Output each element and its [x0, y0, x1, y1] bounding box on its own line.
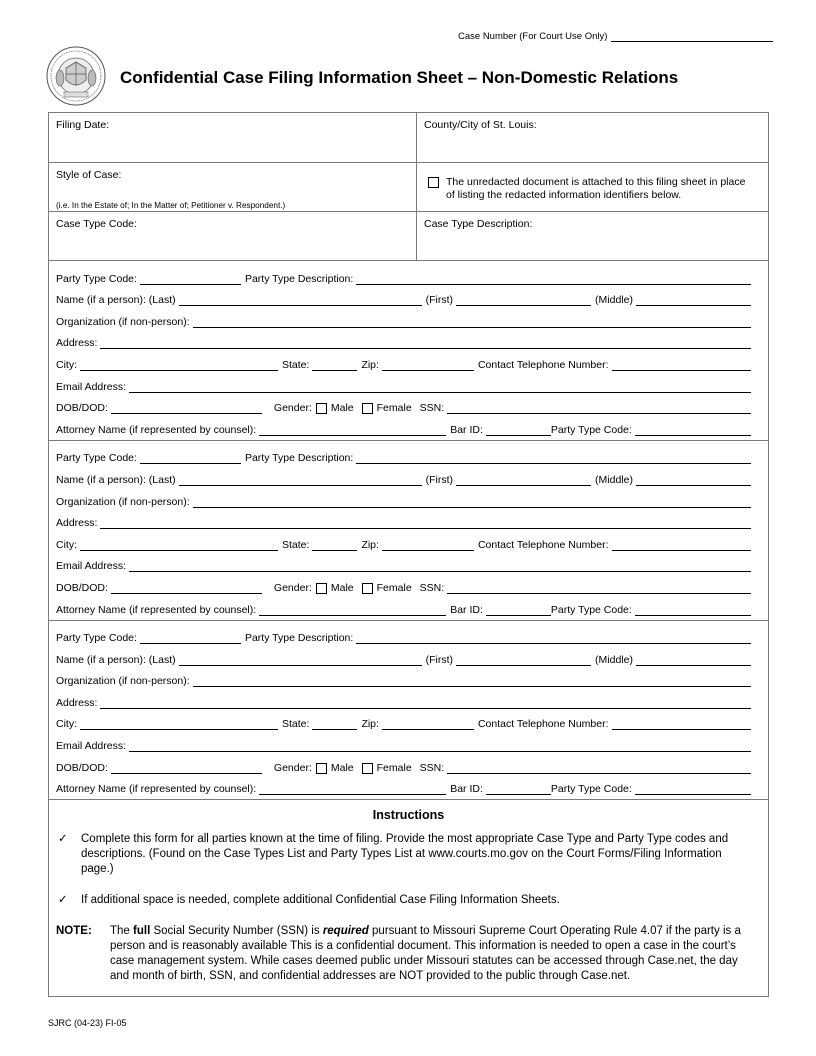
party-type-description-input[interactable] [356, 273, 751, 285]
bar-id-input[interactable] [486, 783, 551, 795]
gender-label: Gender: [273, 402, 312, 415]
instruction-text-2: If additional space is needed, complete additional Confidential Case Filing Information Sheets. [81, 894, 560, 907]
note-text-b: Social Security Number (SSN) is [150, 925, 323, 938]
last-name-label: Name (if a person): (Last) [56, 473, 176, 486]
telephone-input[interactable] [612, 718, 751, 730]
state-label: State: [282, 358, 310, 371]
zip-label: Zip: [361, 538, 379, 551]
form-code: SJRC (04-23) FI-05 [48, 1018, 127, 1028]
case-type-code-field[interactable] [49, 212, 417, 260]
state-input[interactable] [312, 539, 357, 551]
first-name-label: (First) [425, 473, 454, 486]
note-label: NOTE: [56, 925, 92, 938]
case-number-label: Case Number (For Court Use Only) [458, 31, 608, 42]
party-type-code2-input[interactable] [635, 604, 751, 616]
male-label: Male [330, 761, 354, 774]
first-name-input[interactable] [456, 654, 591, 666]
telephone-input[interactable] [612, 539, 751, 551]
female-label: Female [376, 761, 412, 774]
state-input[interactable] [312, 718, 357, 730]
telephone-label: Contact Telephone Number: [477, 538, 609, 551]
bar-id-label: Bar ID: [450, 783, 483, 796]
filing-date-label: Filing Date: [56, 119, 110, 131]
party-block-2 [49, 441, 768, 621]
party-type-code2-label: Party Type Code: [550, 423, 632, 436]
case-type-description-label: Case Type Description: [424, 218, 533, 230]
middle-name-label: (Middle) [595, 294, 633, 307]
last-name-input[interactable] [179, 294, 422, 306]
case-type-code-label: Case Type Code: [56, 218, 137, 230]
party-type-code2-input[interactable] [635, 424, 751, 436]
organization-label: Organization (if non-person): [56, 675, 190, 688]
zip-input[interactable] [382, 359, 474, 371]
address-input[interactable] [100, 337, 751, 349]
case-number-line[interactable] [611, 32, 773, 42]
party-type-code2-label: Party Type Code: [550, 603, 632, 616]
email-label: Email Address: [56, 740, 127, 753]
party-type-code2-label: Party Type Code: [550, 783, 632, 796]
email-label: Email Address: [56, 560, 127, 573]
address-input[interactable] [100, 697, 751, 709]
party-block-1 [49, 261, 768, 441]
party-type-code-input[interactable] [140, 452, 241, 464]
address-label: Address: [56, 517, 98, 530]
ssn-note [56, 924, 761, 984]
bar-id-label: Bar ID: [450, 603, 483, 616]
first-name-input[interactable] [456, 474, 591, 486]
header-row-3 [49, 212, 768, 261]
first-name-label: (First) [425, 294, 454, 307]
party-type-description-input[interactable] [356, 632, 751, 644]
telephone-label: Contact Telephone Number: [477, 718, 609, 731]
ssn-label: SSN: [419, 761, 445, 774]
bar-id-label: Bar ID: [450, 423, 483, 436]
gender-label: Gender: [273, 581, 312, 594]
zip-label: Zip: [361, 358, 379, 371]
email-label: Email Address: [56, 380, 127, 393]
unredacted-label: The unredacted document is attached to this filing sheet in place of listing the redacted information identifiers below. [446, 176, 746, 201]
attorney-input[interactable] [259, 783, 446, 795]
male-checkbox[interactable] [316, 403, 327, 414]
dob-input[interactable] [111, 402, 262, 414]
male-checkbox[interactable] [316, 763, 327, 774]
email-input[interactable] [129, 740, 751, 752]
note-text-a: The [110, 925, 134, 938]
case-number-field[interactable] [458, 31, 773, 42]
city-input[interactable] [80, 359, 278, 371]
male-label: Male [330, 402, 354, 415]
city-label: City: [56, 718, 77, 731]
note-required: required [322, 925, 369, 938]
attorney-label: Attorney Name (if represented by counsel): [56, 423, 257, 436]
instruction-item-1 [56, 832, 761, 877]
middle-name-input[interactable] [636, 474, 751, 486]
header-row-2 [49, 163, 768, 212]
filing-date-field[interactable] [49, 113, 417, 162]
dob-label: DOB/DOD: [56, 581, 108, 594]
instruction-text-1: Complete this form for all parties known at the time of filing. Provide the most appropriate Case Type and Party Type codes and descriptions. (Found on the Case Types List and Party Types List at www.courts.mo.gov on the Court Forms/Filing Information page.) [81, 833, 729, 876]
header-row-1 [49, 113, 768, 163]
style-of-case-field[interactable] [49, 163, 417, 211]
party-type-description-input[interactable] [356, 452, 751, 464]
attorney-label: Attorney Name (if represented by counsel): [56, 603, 257, 616]
attorney-label: Attorney Name (if represented by counsel): [56, 783, 257, 796]
middle-name-input[interactable] [636, 654, 751, 666]
instructions-title: Instructions [372, 808, 445, 823]
organization-input[interactable] [193, 675, 751, 687]
organization-input[interactable] [193, 496, 751, 508]
check-icon: ✓ [58, 833, 68, 846]
county-label: County/City of St. Louis: [424, 119, 537, 131]
last-name-input[interactable] [179, 654, 422, 666]
party-type-code-input[interactable] [140, 273, 241, 285]
first-name-label: (First) [425, 653, 454, 666]
address-label: Address: [56, 696, 98, 709]
ssn-label: SSN: [419, 581, 445, 594]
party-type-description-label: Party Type Description: [244, 452, 354, 465]
zip-input[interactable] [382, 718, 474, 730]
address-input[interactable] [100, 517, 751, 529]
ssn-input[interactable] [447, 402, 751, 414]
dob-input[interactable] [111, 762, 262, 774]
female-checkbox[interactable] [362, 763, 373, 774]
city-input[interactable] [80, 718, 278, 730]
instruction-item-2 [56, 893, 761, 908]
case-type-description-field[interactable] [417, 212, 768, 260]
city-label: City: [56, 358, 77, 371]
female-label: Female [376, 581, 412, 594]
email-input[interactable] [129, 560, 751, 572]
dob-input[interactable] [111, 582, 262, 594]
style-of-case-note: (i.e. In the Estate of; In the Matter of; Petitioner v. Respondent.) [56, 201, 286, 210]
telephone-input[interactable] [612, 359, 751, 371]
dob-label: DOB/DOD: [56, 402, 108, 415]
instructions-section [49, 800, 768, 996]
party-type-description-label: Party Type Description: [244, 632, 354, 645]
middle-name-label: (Middle) [595, 473, 633, 486]
telephone-label: Contact Telephone Number: [477, 358, 609, 371]
dob-label: DOB/DOD: [56, 761, 108, 774]
party-block-3 [49, 621, 768, 801]
female-label: Female [376, 402, 412, 415]
state-label: State: [282, 718, 310, 731]
state-input[interactable] [312, 359, 357, 371]
style-of-case-label: Style of Case: [56, 169, 122, 181]
middle-name-label: (Middle) [595, 653, 633, 666]
county-field[interactable] [417, 113, 768, 162]
attorney-input[interactable] [259, 604, 446, 616]
attorney-input[interactable] [259, 424, 446, 436]
organization-input[interactable] [193, 316, 751, 328]
filing-form [48, 112, 769, 997]
party-type-code-label: Party Type Code: [56, 272, 137, 285]
organization-label: Organization (if non-person): [56, 315, 190, 328]
last-name-input[interactable] [179, 474, 422, 486]
unredacted-field [417, 163, 768, 211]
note-text-c: pursuant to Missouri Supreme Court Operating Rule 4.07 if the party is a person and is reasonably available This is a confidential document. This information is needed to open a case in the court’s case management system. While cases deemed public under Missouri statutes can be accessed through Case.net, the day and month of birth, SSN, and confidential addresses are NOT provided to the public through Case.net. [110, 925, 741, 983]
party-type-code-input[interactable] [140, 632, 241, 644]
zip-input[interactable] [382, 539, 474, 551]
party-type-code-label: Party Type Code: [56, 632, 137, 645]
ssn-label: SSN: [419, 402, 445, 415]
unredacted-checkbox[interactable] [428, 177, 439, 188]
organization-label: Organization (if non-person): [56, 495, 190, 508]
party-type-code-label: Party Type Code: [56, 452, 137, 465]
bar-id-input[interactable] [486, 604, 551, 616]
page-title: Confidential Case Filing Information Sheet – Non-Domestic Relations [120, 68, 679, 87]
city-label: City: [56, 538, 77, 551]
ssn-input[interactable] [447, 582, 751, 594]
gender-label: Gender: [273, 761, 312, 774]
male-label: Male [330, 581, 354, 594]
last-name-label: Name (if a person): (Last) [56, 653, 176, 666]
ssn-input[interactable] [447, 762, 751, 774]
party-type-code2-input[interactable] [635, 783, 751, 795]
bar-id-input[interactable] [486, 424, 551, 436]
missouri-seal-icon [46, 46, 106, 106]
middle-name-input[interactable] [636, 294, 751, 306]
email-input[interactable] [129, 381, 751, 393]
party-type-description-label: Party Type Description: [244, 272, 354, 285]
state-label: State: [282, 538, 310, 551]
check-icon: ✓ [58, 894, 68, 907]
note-text [110, 924, 761, 984]
female-checkbox[interactable] [362, 403, 373, 414]
address-label: Address: [56, 337, 98, 350]
first-name-input[interactable] [456, 294, 591, 306]
male-checkbox[interactable] [316, 583, 327, 594]
city-input[interactable] [80, 539, 278, 551]
female-checkbox[interactable] [362, 583, 373, 594]
zip-label: Zip: [361, 718, 379, 731]
last-name-label: Name (if a person): (Last) [56, 294, 176, 307]
note-full: full [133, 925, 151, 938]
